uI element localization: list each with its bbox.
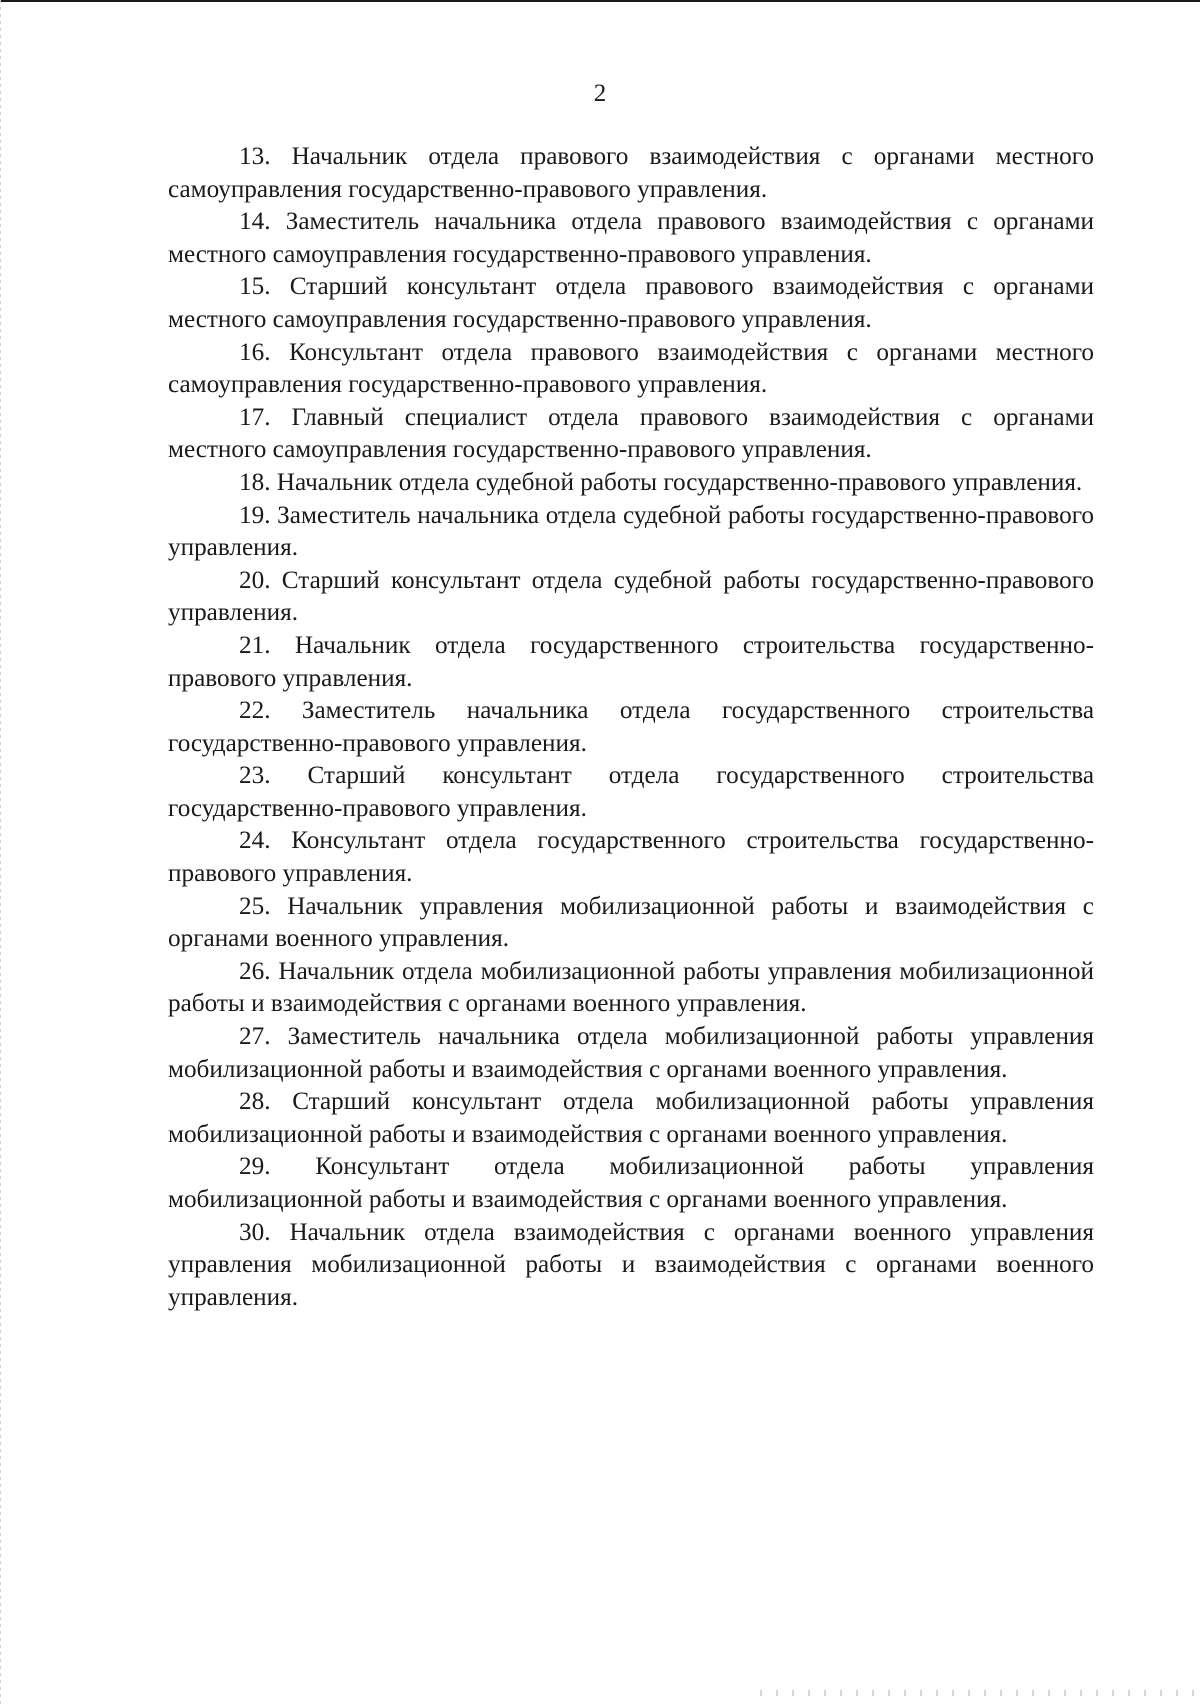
list-item-17: 17. Главный специалист отдела правового взаимодействия с органами местного самоуправления государственно-правового управления. — [168, 403, 1094, 464]
list-item-29: 29. Консультант отдела мобилизационной работы управления мобилизационной работы и взаимодействия с органами военного управления. — [168, 1153, 1094, 1213]
list-item-15: 15. Старший консультант отдела правового взаимодействия с органами местного самоуправления государственно-правового управления. — [168, 273, 1094, 333]
list-item-13: 13. Начальник отдела правового взаимодействия с органами местного самоуправления государственно-правового управления. — [168, 143, 1094, 203]
list-item-28: 28. Старший консультант отдела мобилизационной работы управления мобилизационной работы и взаимодействия с органами военного управления. — [168, 1088, 1094, 1148]
scan-artifact-marks — [760, 1690, 1200, 1696]
list-item-19: 19. Заместитель начальника отдела судебной работы государственно-правового управления. — [168, 501, 1094, 562]
list-item-25: 25. Начальник управления мобилизационной работы и взаимодействия с органами военного управления. — [168, 892, 1094, 953]
scan-left-edge — [0, 0, 1, 1708]
list-item-18: 18. Начальник отдела судебной работы государственно-правового управления. — [239, 468, 1083, 496]
list-item-24: 24. Консультант отдела государственного строительства государственно-правового управления. — [168, 827, 1094, 888]
list-item-14: 14. Заместитель начальника отдела правового взаимодействия с органами местного самоуправления государственно-правового управления. — [168, 208, 1094, 268]
scan-top-edge — [0, 0, 1200, 2]
list-item-21: 21. Начальник отдела государственного строительства государственно-правового управления. — [168, 631, 1094, 692]
list-item-20: 20. Старший консультант отдела судебной работы государственно-правового управления. — [168, 566, 1094, 627]
list-item-30: 30. Начальник отдела взаимодействия с органами военного управления управления мобилизационной работы и взаимодействия с органами военного управления. — [168, 1218, 1094, 1311]
document-body — [168, 141, 1094, 1314]
list-item-26: 26. Начальник отдела мобилизационной работы управления мобилизационной работы и взаимодействия с органами военного управления. — [168, 957, 1094, 1018]
list-item-22: 22. Заместитель начальника отдела государственного строительства государственно-правового управления. — [168, 697, 1094, 757]
list-item-27: 27. Заместитель начальника отдела мобилизационной работы управления мобилизационной работы и взаимодействия с органами военного управления. — [168, 1023, 1094, 1083]
page-number: 2 — [593, 80, 607, 107]
list-item-23: 23. Старший консультант отдела государственного строительства государственно-правового управления. — [168, 762, 1094, 822]
list-item-16: 16. Консультант отдела правового взаимодействия с органами местного самоуправления государственно-правового управления. — [168, 338, 1094, 399]
